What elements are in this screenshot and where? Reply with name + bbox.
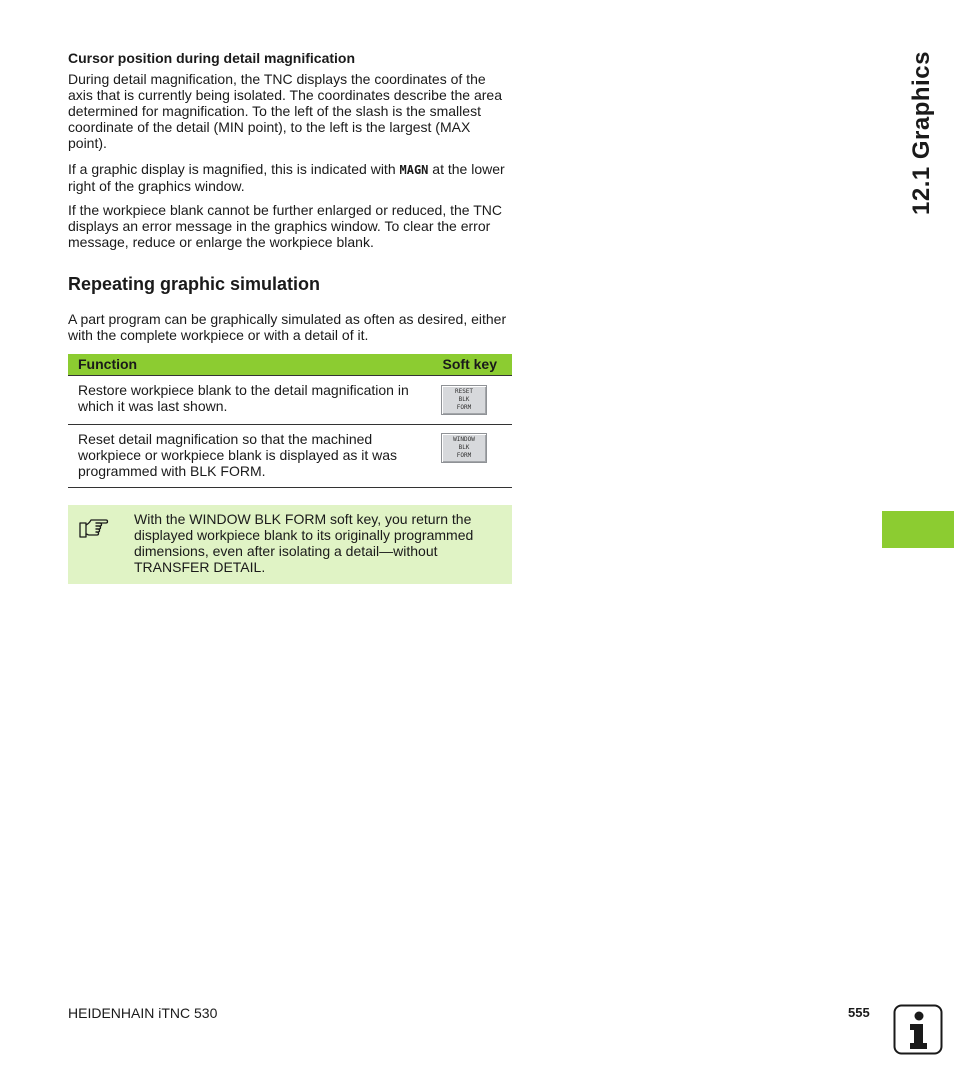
table-row [68, 425, 512, 488]
softkey-table [68, 354, 512, 488]
header-softkey: Soft key [442, 356, 497, 372]
paragraph-text-before: If a graphic display is magnified, this is indicated with [68, 161, 400, 177]
softkey-line: FORM [456, 452, 472, 459]
pointing-hand-icon [78, 513, 110, 541]
paragraph-error-message: If the workpiece blank cannot be further enlarged or reduced, the TNC displays an error message in the graphics window. To clear the error message, reduce or enlarge the workpiece blank. [68, 202, 502, 250]
row-function-text: Reset detail magnification so that the machined workpiece or workpiece blank is displayed as it was programmed with BLK FORM. [78, 431, 398, 479]
softkey-line: WINDOW [453, 436, 475, 443]
footer-product: HEIDENHAIN iTNC 530 [68, 1005, 218, 1021]
reset-blk-form-softkey[interactable] [441, 385, 487, 415]
window-blk-form-softkey[interactable] [441, 433, 487, 463]
chapter-title: 12.1 Graphics [908, 51, 935, 215]
softkey-line: BLK [458, 444, 470, 451]
softkey-line: RESET [454, 388, 474, 395]
subsection-heading: Repeating graphic simulation [68, 274, 321, 294]
table-row [68, 375, 512, 425]
chapter-tab-marker [882, 511, 954, 548]
info-icon[interactable] [893, 1004, 943, 1055]
paragraph-text-after: at the lower right of the graphics window. [68, 161, 505, 194]
row-function-text: Restore workpiece blank to the detail magnification in which it was last shown. [78, 382, 409, 414]
paragraph-repeat-simulation: A part program can be graphically simulated as often as desired, either with the complete workpiece or with a detail of it. [68, 311, 507, 343]
header-function: Function [78, 356, 138, 372]
table-header [68, 354, 512, 375]
page-number: 555 [848, 1005, 870, 1020]
note-text: With the WINDOW BLK FORM soft key, you return the displayed workpiece blank to its originally programmed dimensions, even after isolating a detail—without TRANSFER DETAIL. [134, 511, 474, 575]
note-box [68, 505, 512, 584]
softkey-line: BLK [458, 396, 470, 403]
section-heading: Cursor position during detail magnification [68, 50, 356, 66]
magn-code: MAGN [399, 163, 429, 177]
paragraph-magn-indicator [68, 161, 513, 194]
softkey-line: FORM [456, 404, 472, 411]
paragraph-cursor-position: During detail magnification, the TNC displays the coordinates of the axis that is currently being isolated. The coordinates describe the area determined for magnification. To the left of the slash is the smallest coordinate of the detail (MIN point), to the left is the largest (MAX point). [68, 71, 502, 151]
